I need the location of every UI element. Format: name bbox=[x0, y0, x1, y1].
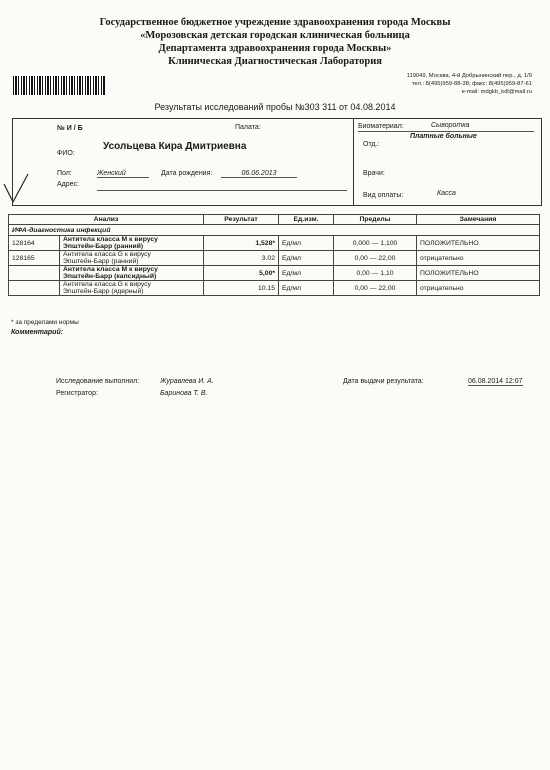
performed-label: Исследование выполнил: bbox=[56, 378, 140, 385]
card-divider bbox=[353, 119, 354, 205]
dept-label: Отд.: bbox=[363, 141, 380, 148]
footnote: * за пределами нормы bbox=[11, 319, 79, 326]
result-value: 3.02 bbox=[204, 251, 279, 266]
biomaterial-label: Биоматериал: bbox=[358, 123, 404, 130]
address-label: Адрес: bbox=[57, 181, 79, 188]
section-row bbox=[9, 225, 540, 236]
range-value: 0,000 — 1,100 bbox=[334, 236, 417, 251]
analysis-name bbox=[60, 281, 154, 295]
patient-sex: Женский bbox=[97, 170, 149, 178]
dob-label: Дата рождения: bbox=[161, 170, 213, 177]
issue-date: 06.08.2014 12:07 bbox=[468, 378, 523, 385]
analysis-name-line-1: Антитела класса G к вирусу bbox=[63, 281, 151, 288]
remark-value: ПОЛОЖИТЕЛЬНО bbox=[417, 236, 540, 251]
remark-value: отрицательно bbox=[417, 281, 540, 296]
address-line-1: 119049, Москва, 4-й Добрынинский пер., д. 1/9 bbox=[406, 73, 532, 79]
payment-label: Вид оплаты: bbox=[363, 192, 404, 199]
address-line-2: тел.: 8(495)959-88-38; факс: 8(495)959-87-61 bbox=[411, 81, 532, 87]
analysis-cell bbox=[9, 266, 204, 281]
analysis-name-line-1: Антитела класса М к вирусу bbox=[63, 266, 158, 273]
issue-date-label: Дата выдачи результата: bbox=[343, 378, 424, 385]
performed-name: Журавлева И. А. bbox=[160, 378, 214, 385]
result-value: 10.15 bbox=[204, 281, 279, 296]
analysis-name-line-1: Антитела класса М к вирусу bbox=[63, 236, 158, 243]
header-line-3: Департамента здравоохранения города Москвы» bbox=[158, 43, 392, 54]
result-value: 5,00* bbox=[204, 266, 279, 281]
analysis-cell bbox=[9, 281, 204, 296]
result-value: 1,528* bbox=[204, 236, 279, 251]
col-remarks: Замечания bbox=[417, 215, 540, 225]
table-header-row bbox=[9, 215, 540, 225]
analysis-code bbox=[9, 266, 60, 280]
barcode bbox=[13, 76, 105, 95]
analysis-code: 128164 bbox=[9, 236, 60, 250]
analysis-name-line-2: Эпштейн-Барр (капсидный) bbox=[63, 273, 157, 280]
analysis-name-line-1: Антитела класса G к вирусу bbox=[63, 251, 151, 258]
table-row bbox=[9, 281, 540, 296]
biomaterial-line bbox=[358, 131, 534, 132]
analysis-name bbox=[60, 251, 154, 265]
sex-label: Пол: bbox=[57, 170, 72, 177]
unit-value: Ед/мл bbox=[279, 281, 334, 296]
analysis-name-line-2: Эпштейн-Барр (ранний) bbox=[63, 243, 144, 250]
col-unit: Ед.изм. bbox=[279, 215, 334, 225]
patient-card bbox=[12, 118, 542, 206]
table-row bbox=[9, 236, 540, 251]
comment-label: Комментарий: bbox=[11, 329, 64, 336]
section-title: ИФА-диагностика инфекций bbox=[9, 225, 540, 236]
remark-value: отрицательно bbox=[417, 251, 540, 266]
unit-value: Ед/мл bbox=[279, 251, 334, 266]
unit-value: Ед/мл bbox=[279, 236, 334, 251]
paid-patients: Платные больные bbox=[410, 133, 477, 140]
header-line-2: «Морозовская детская городская клиническая больница bbox=[140, 30, 410, 41]
range-value: 0,00 — 22,00 bbox=[334, 281, 417, 296]
col-analysis: Анализ bbox=[9, 215, 204, 225]
analysis-code: 128165 bbox=[9, 251, 60, 265]
analysis-name bbox=[60, 236, 161, 250]
results-table bbox=[8, 214, 540, 296]
biomaterial-value: Сыворотка bbox=[431, 122, 470, 129]
analysis-cell bbox=[9, 236, 204, 251]
col-result: Результат bbox=[204, 215, 279, 225]
header-line-1: Государственное бюджетное учреждение здравоохранения города Москвы bbox=[99, 17, 451, 28]
analysis-code bbox=[9, 281, 60, 295]
analysis-name-line-2: Эпштейн-Барр (ранний) bbox=[63, 258, 139, 265]
ward-label: Палата: bbox=[235, 124, 261, 131]
registrar-name: Баринова Т. В. bbox=[160, 390, 208, 397]
document-title: Результаты исследований пробы №303 311 от 04.08.2014 bbox=[154, 102, 396, 112]
payment-value: Касса bbox=[437, 190, 456, 197]
table-row bbox=[9, 266, 540, 281]
registrar-label: Регистратор: bbox=[56, 390, 98, 397]
remark-value: ПОЛОЖИТЕЛЬНО bbox=[417, 266, 540, 281]
col-range: Пределы bbox=[334, 215, 417, 225]
institution-header bbox=[0, 16, 550, 68]
address-line-3: e-mail: mdgkb_kdl@mail.ru bbox=[461, 89, 532, 95]
analysis-cell bbox=[9, 251, 204, 266]
address-line bbox=[97, 190, 347, 191]
analysis-name bbox=[60, 266, 161, 280]
header-line-4: Клиническая Диагностическая Лаборатория bbox=[168, 56, 382, 67]
fio-label: ФИО: bbox=[57, 150, 75, 157]
table-row bbox=[9, 251, 540, 266]
range-value: 0,00 — 1,10 bbox=[334, 266, 417, 281]
lab-address bbox=[362, 72, 532, 96]
range-value: 0,00 — 22,00 bbox=[334, 251, 417, 266]
doctor-label: Врачи: bbox=[363, 170, 385, 177]
patient-name: Усольцева Кира Дмитриевна bbox=[103, 141, 247, 152]
patient-dob: 06.06.2013 bbox=[221, 170, 297, 178]
analysis-name-line-2: Эпштейн-Барр (ядерный) bbox=[63, 288, 144, 295]
unit-value: Ед/мл bbox=[279, 266, 334, 281]
mib-label: № И / Б bbox=[57, 125, 83, 132]
